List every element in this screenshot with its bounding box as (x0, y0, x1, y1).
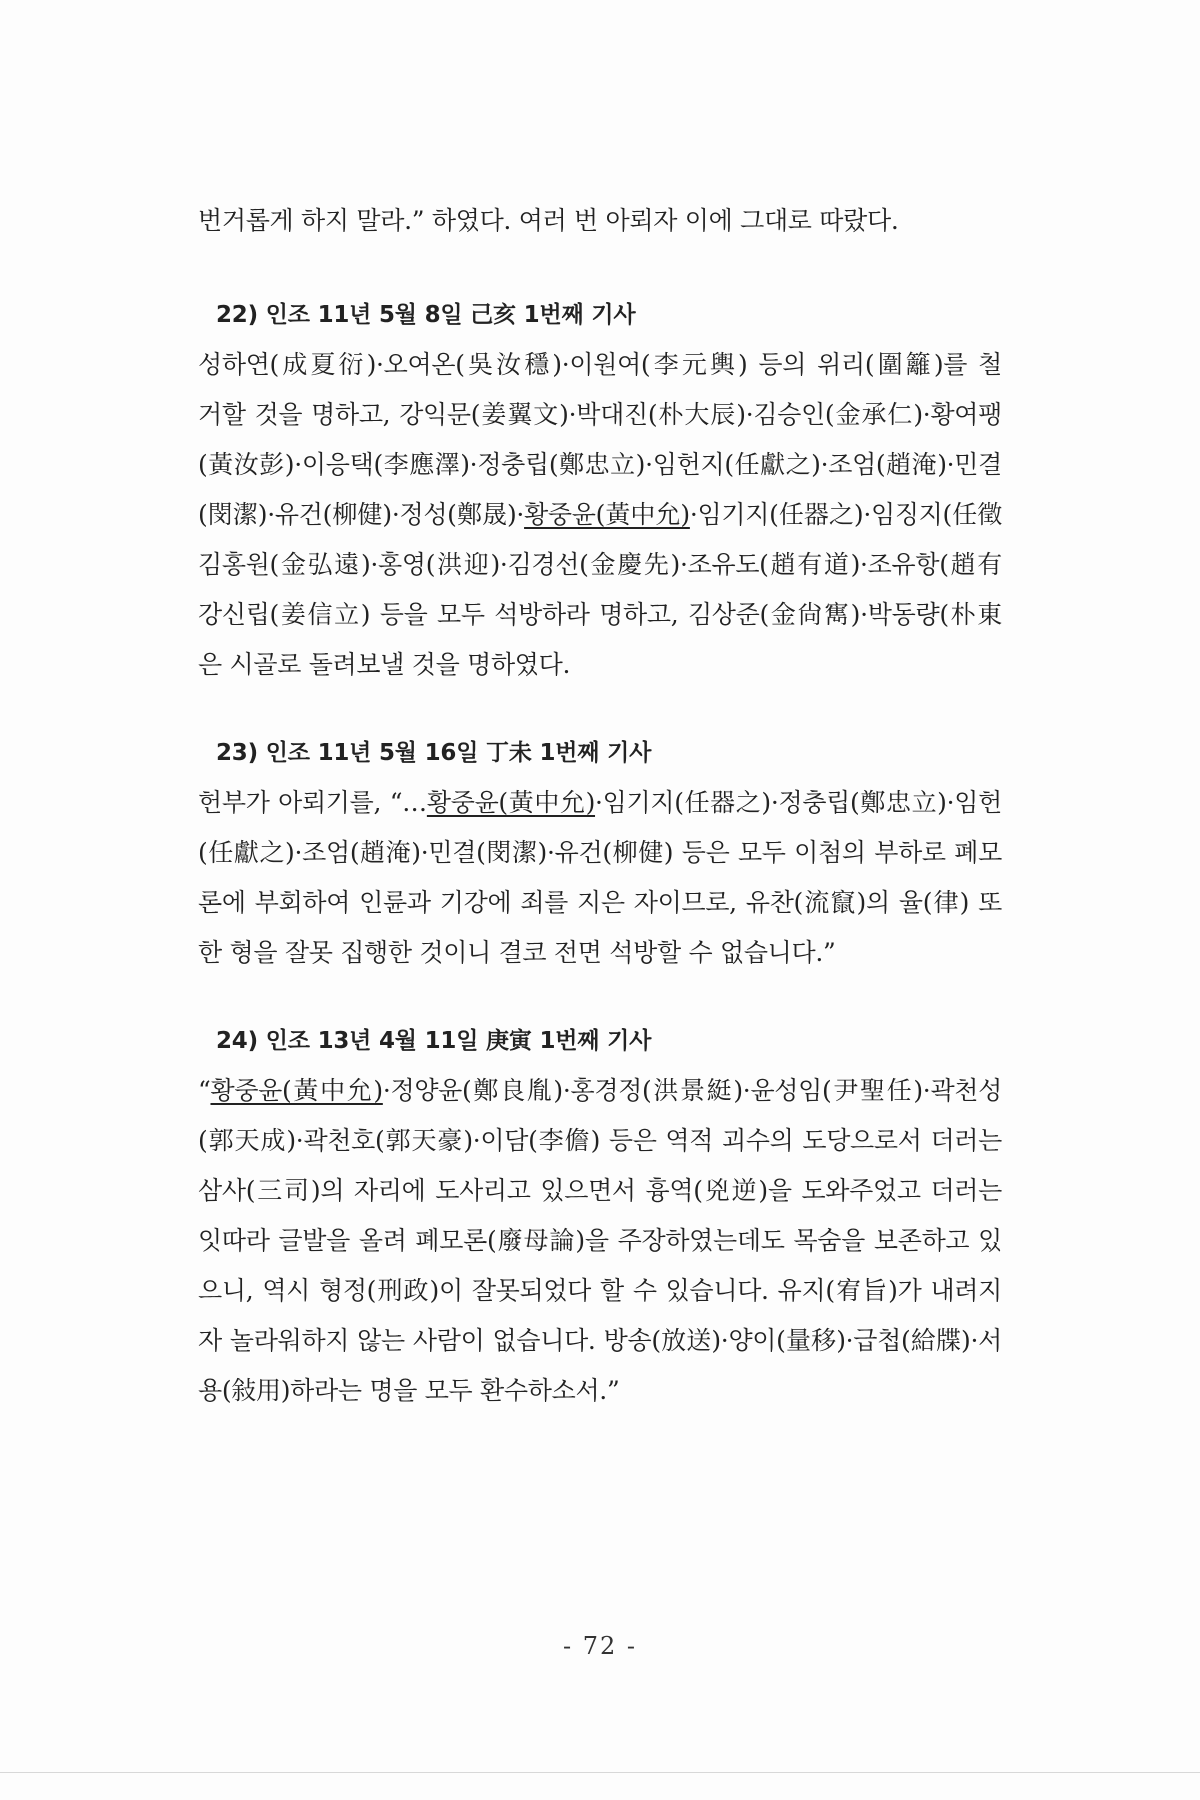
text-segment: (任獻之)·조엄(趙淹)·민결(閔潔)·유건(柳健) 등은 모두 이첨의 부하로 폐모 (198, 838, 1002, 867)
text-segment: ·임기지(任器之)·정충립(鄭忠立)·임헌 (595, 788, 1002, 817)
text-segment: ·임기지(任器之)·임징지(任徵 (689, 500, 1002, 529)
text-segment: 론에 부회하여 인륜과 기강에 죄를 지은 자이므로, 유찬(流竄)의 율(律) 또 (198, 888, 1002, 917)
section-spacer (198, 246, 1002, 290)
text-line (198, 1366, 1002, 1416)
text-segment: 자 놀라워하지 않는 사람이 없습니다. 방송(放送)·양이(量移)·급첩(給牒)·서 (198, 1326, 1002, 1355)
section-spacer (198, 690, 1002, 728)
section-paragraph (198, 340, 1002, 690)
text-line (198, 1216, 1002, 1266)
text-line (198, 590, 1002, 640)
bottom-edge-line (0, 1772, 1200, 1773)
text-line (198, 1066, 1002, 1116)
text-segment: 삼사(三司)의 자리에 도사리고 있으면서 흉역(兇逆)을 도와주었고 더러는 (198, 1176, 1002, 1205)
section-spacer (198, 978, 1002, 1016)
text-segment: 은 시골로 돌려보낼 것을 명하였다. (198, 650, 571, 679)
underlined-name: 황중윤(黃中允) (524, 500, 690, 529)
text-line: 번거롭게 하지 말라.” 하였다. 여러 번 아뢰자 이에 그대로 따랐다. (198, 206, 899, 235)
text-line (198, 828, 1002, 878)
sections-container (198, 246, 1002, 1416)
text-line (198, 640, 1002, 690)
text-line (198, 340, 1002, 390)
text-line (198, 1166, 1002, 1216)
underlined-name: 황중윤(黃中允) (426, 788, 596, 817)
text-segment: “ (198, 1076, 211, 1105)
text-line (198, 1316, 1002, 1366)
text-segment: 김홍원(金弘遠)·홍영(洪迎)·김경선(金慶先)·조유도(趙有道)·조유항(趙有 (198, 550, 1002, 579)
text-segment: ·정양윤(鄭良胤)·홍경정(洪景綎)·윤성임(尹聖任)·곽천성 (382, 1076, 1002, 1105)
text-line (198, 878, 1002, 928)
section-heading: 24) 인조 13년 4월 11일 庚寅 1번째 기사 (216, 1028, 652, 1054)
text-segment: 성하연(成夏衍)·오여온(吳汝穩)·이원여(李元輿) 등의 위리(圍籬)를 철 (198, 350, 1002, 379)
page-number: - 72 - (562, 1632, 637, 1660)
section-paragraph (198, 1066, 1002, 1416)
text-line (198, 440, 1002, 490)
text-line (198, 490, 1002, 540)
text-line (198, 778, 1002, 828)
text-segment: 거할 것을 명하고, 강익문(姜翼文)·박대진(朴大辰)·김승인(金承仁)·황여팽 (198, 400, 1002, 429)
text-segment: (黃汝彭)·이응택(李應澤)·정충립(鄭忠立)·임헌지(任獻之)·조엄(趙淹)·민결 (198, 450, 1002, 479)
intro-paragraph (198, 196, 1002, 246)
text-line (198, 540, 1002, 590)
text-line (198, 1266, 1002, 1316)
document-body (198, 196, 1002, 1416)
text-line (198, 928, 1002, 978)
section-heading: 22) 인조 11년 5월 8일 己亥 1번째 기사 (216, 302, 636, 328)
text-segment: 잇따라 글발을 올려 폐모론(廢母論)을 주장하였는데도 목숨을 보존하고 있 (198, 1226, 1002, 1255)
text-segment: 강신립(姜信立) 등을 모두 석방하라 명하고, 김상준(金尙寯)·박동량(朴東 (198, 600, 1002, 629)
text-segment: (閔潔)·유건(柳健)·정성(鄭晟)· (198, 500, 525, 529)
text-segment: (郭天成)·곽천호(郭天豪)·이담(李儋) 등은 역적 괴수의 도당으로서 더러는 (198, 1126, 1002, 1155)
section-heading: 23) 인조 11년 5월 16일 丁未 1번째 기사 (216, 740, 652, 766)
section-paragraph (198, 778, 1002, 978)
text-segment: 한 형을 잘못 집행한 것이니 결코 전면 석방할 수 없습니다.” (198, 938, 836, 967)
text-line (198, 1116, 1002, 1166)
text-line (198, 390, 1002, 440)
underlined-name: 황중윤(黃中允) (210, 1076, 383, 1105)
text-segment: 헌부가 아뢰기를, “… (198, 788, 427, 817)
text-segment: 으니, 역시 형정(刑政)이 잘못되었다 할 수 있습니다. 유지(宥旨)가 내려지 (198, 1276, 1002, 1305)
text-segment: 용(敍用)하라는 명을 모두 환수하소서.” (198, 1376, 620, 1405)
